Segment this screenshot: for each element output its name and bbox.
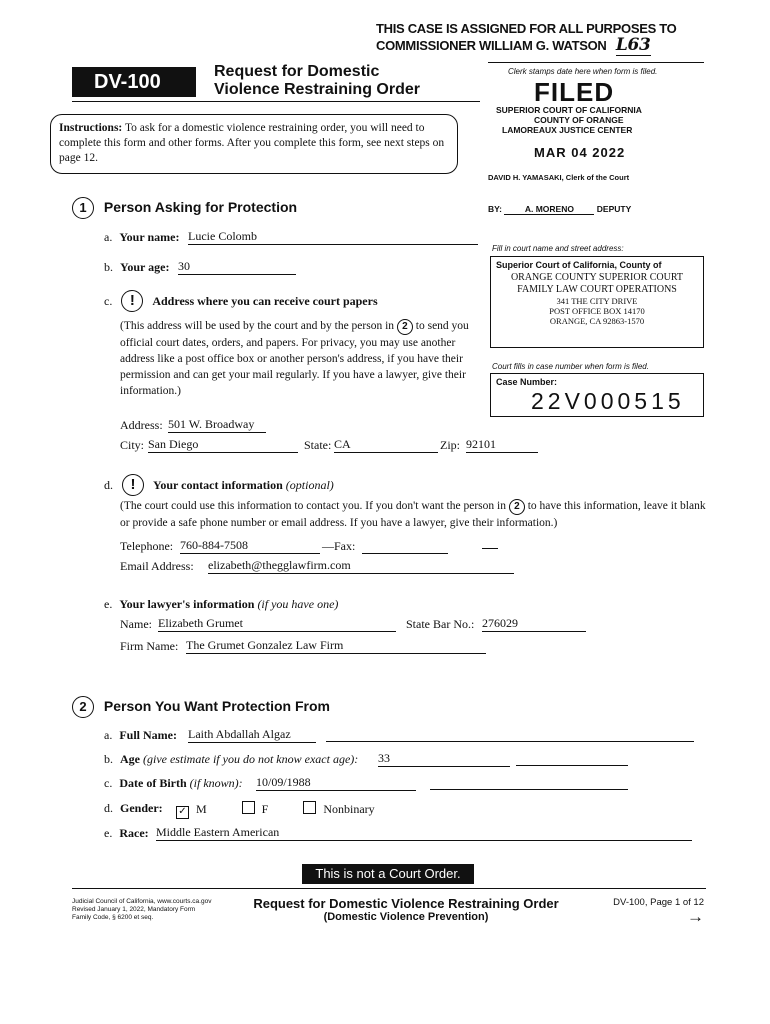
gender-m-label: M [196, 802, 207, 816]
reference-circle-2: 2 [397, 319, 413, 335]
race-label: Race: [119, 826, 149, 840]
case-number-note: Court fills in case number when form is filed. [492, 362, 649, 371]
contact-optional: (optional) [285, 478, 334, 492]
court-name-note: Fill in court name and street address: [492, 244, 624, 253]
case-number-label: Case Number: [496, 377, 558, 387]
address-label: Address: [120, 418, 163, 432]
lawyer-heading: Your lawyer's information [119, 597, 255, 611]
full-name-value[interactable]: Laith Abdallah Algaz [188, 727, 316, 743]
your-name-value[interactable]: Lucie Colomb [188, 229, 478, 245]
zip-value[interactable]: 92101 [466, 437, 538, 453]
form-code: DV-100 [94, 71, 161, 93]
section-1-number: 1 [72, 197, 94, 219]
s2-item-a-label: a. [104, 728, 113, 742]
assignment-stamp [376, 20, 676, 54]
filed-deputy-name: A. MORENO [504, 204, 594, 215]
contact-instructions-pre: (The court could use this information to contact you. If you don't want the person in [120, 500, 506, 512]
gender-options [176, 801, 375, 819]
field-your-name [104, 230, 179, 245]
address-heading: Address where you can receive court papers [152, 294, 378, 308]
section-2-title: Person You Want Protection From [103, 698, 330, 714]
dob-line-ext [430, 789, 628, 790]
your-age-value[interactable]: 30 [178, 259, 296, 275]
clerk-stamp-area [488, 62, 704, 243]
field-address-heading [104, 290, 378, 312]
dob-label: Date of Birth [119, 776, 187, 790]
city-label: City: [120, 438, 145, 452]
fax-dash: — [322, 539, 334, 553]
council-info [72, 898, 211, 922]
contact-heading: Your contact information [153, 478, 283, 492]
case-number-value: 22V000515 [531, 388, 685, 414]
footer-title-line-1: Request for Domestic Violence Restraining Order [253, 896, 559, 911]
fax-value[interactable] [362, 538, 448, 554]
zip-label: Zip: [440, 438, 460, 452]
field-dob [104, 776, 243, 791]
field-full-name [104, 728, 177, 743]
field-your-age [104, 260, 169, 275]
dob-hint: (if known): [189, 776, 243, 790]
race-value[interactable]: Middle Eastern American [156, 825, 692, 841]
fax-label-text: Fax: [334, 539, 356, 553]
firm-name-value[interactable]: The Grumet Gonzalez Law Firm [186, 638, 486, 654]
filed-by-line [488, 204, 631, 215]
field-gender [104, 801, 163, 816]
gender-label: Gender: [120, 801, 163, 815]
not-court-order-text: This is not a Court Order. [315, 866, 461, 881]
full-name-line-ext [326, 741, 694, 742]
contact-instructions [120, 498, 710, 531]
page-number [608, 897, 704, 926]
state-value[interactable]: CA [334, 437, 438, 453]
court-name-line-1: ORANGE COUNTY SUPERIOR COURT [510, 272, 684, 283]
court-address-line-1: 341 THE CITY DRIVE [556, 296, 638, 306]
field-s2-age [104, 752, 358, 767]
state-bar-value[interactable]: 276029 [482, 616, 586, 632]
item-a-label: a. [104, 230, 113, 244]
court-address-line-3: ORANGE, CA 92863-1570 [549, 316, 645, 326]
filed-stamp: FILED [534, 77, 615, 107]
council-line-3: Family Code, § 6200 et seq. [72, 914, 154, 921]
form-title [214, 63, 420, 99]
city-value[interactable]: San Diego [148, 437, 298, 453]
filed-by-label: BY: [488, 204, 503, 214]
filed-clerk: DAVID H. YAMASAKI, Clerk of the Court [488, 173, 630, 182]
telephone-value[interactable]: 760-884-7508 [180, 538, 320, 554]
council-line-2: Revised January 1, 2022, Mandatory Form [72, 906, 196, 913]
state-label: State: [304, 438, 332, 452]
s2-item-c-label: c. [104, 776, 113, 790]
section-2-number: 2 [72, 696, 94, 718]
filed-date: MAR 04 2022 [534, 145, 626, 160]
assignment-line-1: THIS CASE IS ASSIGNED FOR ALL PURPOSES TO [376, 21, 677, 36]
council-line-1: Judicial Council of California, www.courts.ca.gov [72, 898, 212, 905]
case-number-box [490, 373, 704, 417]
instructions-label: Instructions: [59, 122, 123, 134]
field-lawyer-heading [104, 597, 338, 612]
reference-circle-2b: 2 [509, 499, 525, 515]
fax-label [322, 539, 355, 554]
footer-title-line-2: (Domestic Violence Prevention) [323, 911, 489, 923]
s2-age-value[interactable]: 33 [378, 751, 510, 767]
item-e-label: e. [104, 597, 113, 611]
important-icon-2: ! [122, 474, 144, 496]
state-bar-label: State Bar No.: [406, 617, 475, 631]
s2-item-e-label: e. [104, 826, 113, 840]
s2-item-d-label: d. [104, 801, 113, 815]
s2-item-b-label: b. [104, 752, 113, 766]
gender-f-label: F [261, 802, 269, 816]
field-race [104, 826, 149, 841]
filed-court-line-1: SUPERIOR COURT OF CALIFORNIA [496, 105, 642, 115]
form-title-line-2: Violence Restraining Order [214, 81, 420, 98]
page-label: DV-100, Page 1 of 12 [613, 897, 704, 908]
telephone-label: Telephone: [120, 539, 174, 553]
assignment-commissioner: COMMISSIONER WILLIAM G. WATSON [376, 38, 607, 53]
filed-court-line-2: COUNTY OF ORANGE [534, 115, 624, 125]
gender-nonbinary-label: Nonbinary [323, 802, 375, 816]
email-value[interactable]: elizabeth@thegglawfirm.com [208, 558, 514, 574]
full-name-label: Full Name: [119, 728, 177, 742]
section-1-heading [72, 197, 297, 219]
address-value[interactable]: 501 W. Broadway [168, 417, 266, 433]
footer-title [236, 896, 576, 923]
assignment-line-2 [376, 37, 676, 54]
court-name-box [490, 256, 704, 348]
instructions-box [50, 114, 458, 174]
not-court-order-banner [302, 864, 474, 884]
section-2-heading [72, 696, 330, 718]
form-code-banner [72, 67, 196, 97]
your-age-label: Your age: [120, 260, 170, 274]
lawyer-name-label: Name: [120, 617, 152, 631]
court-name-line-2: FAMILY LAW COURT OPERATIONS [517, 284, 677, 295]
assignment-initials: L63 [615, 35, 651, 55]
fax-extra-line [482, 548, 498, 549]
court-box-title: Superior Court of California, County of [496, 260, 662, 270]
form-title-line-1: Request for Domestic [214, 63, 380, 80]
item-d-label: d. [104, 478, 113, 492]
court-address-line-2: POST OFFICE BOX 14170 [549, 306, 645, 316]
contact-instructions-post: to have this information, leave it blank or provide a safe phone number or email address. If you have a lawyer, give their information.) [120, 500, 706, 529]
section-1-title: Person Asking for Protection [103, 199, 298, 215]
gender-nonbinary-checkbox[interactable] [303, 801, 316, 814]
s2-age-label: Age [120, 752, 140, 766]
lawyer-optional: (if you have one) [257, 597, 339, 611]
firm-name-label: Firm Name: [120, 639, 179, 653]
clerk-stamp-note: Clerk stamps date here when form is filed. [508, 67, 658, 76]
gender-f-checkbox[interactable] [242, 801, 255, 814]
filed-deputy-label: DEPUTY [596, 204, 632, 214]
instructions-text: To ask for a domestic violence restraining order, you will need to complete this form and other forms. After you complete this form, see next steps on page 12. [59, 122, 445, 164]
address-instructions [120, 318, 470, 399]
important-icon: ! [121, 290, 143, 312]
footer-rule [72, 888, 706, 889]
address-instructions-pre: (This address will be used by the court and by the person in [120, 320, 395, 332]
item-c-label: c. [104, 294, 113, 308]
item-b-label: b. [104, 260, 113, 274]
lawyer-name-value[interactable]: Elizabeth Grumet [158, 616, 396, 632]
address-instructions-post: to send you official court dates, orders, and papers. For privacy, you may use another address like a post office box or another person's address, if you have their permission and can get your mail regularly. If you have a lawyer, give their information.) [120, 320, 469, 397]
email-label: Email Address: [120, 559, 194, 573]
filed-court-line-3: LAMOREAUX JUSTICE CENTER [502, 125, 633, 135]
your-name-label: Your name: [119, 230, 180, 244]
s2-age-hint: (give estimate if you do not know exact age): [143, 752, 359, 766]
gender-m-checkbox[interactable]: ✓ [176, 806, 189, 819]
s2-age-line-ext [516, 765, 628, 766]
next-page-arrow-icon[interactable]: → [687, 907, 704, 926]
field-contact-heading [104, 474, 334, 496]
dob-value[interactable]: 10/09/1988 [256, 775, 416, 791]
title-rule [72, 101, 480, 102]
